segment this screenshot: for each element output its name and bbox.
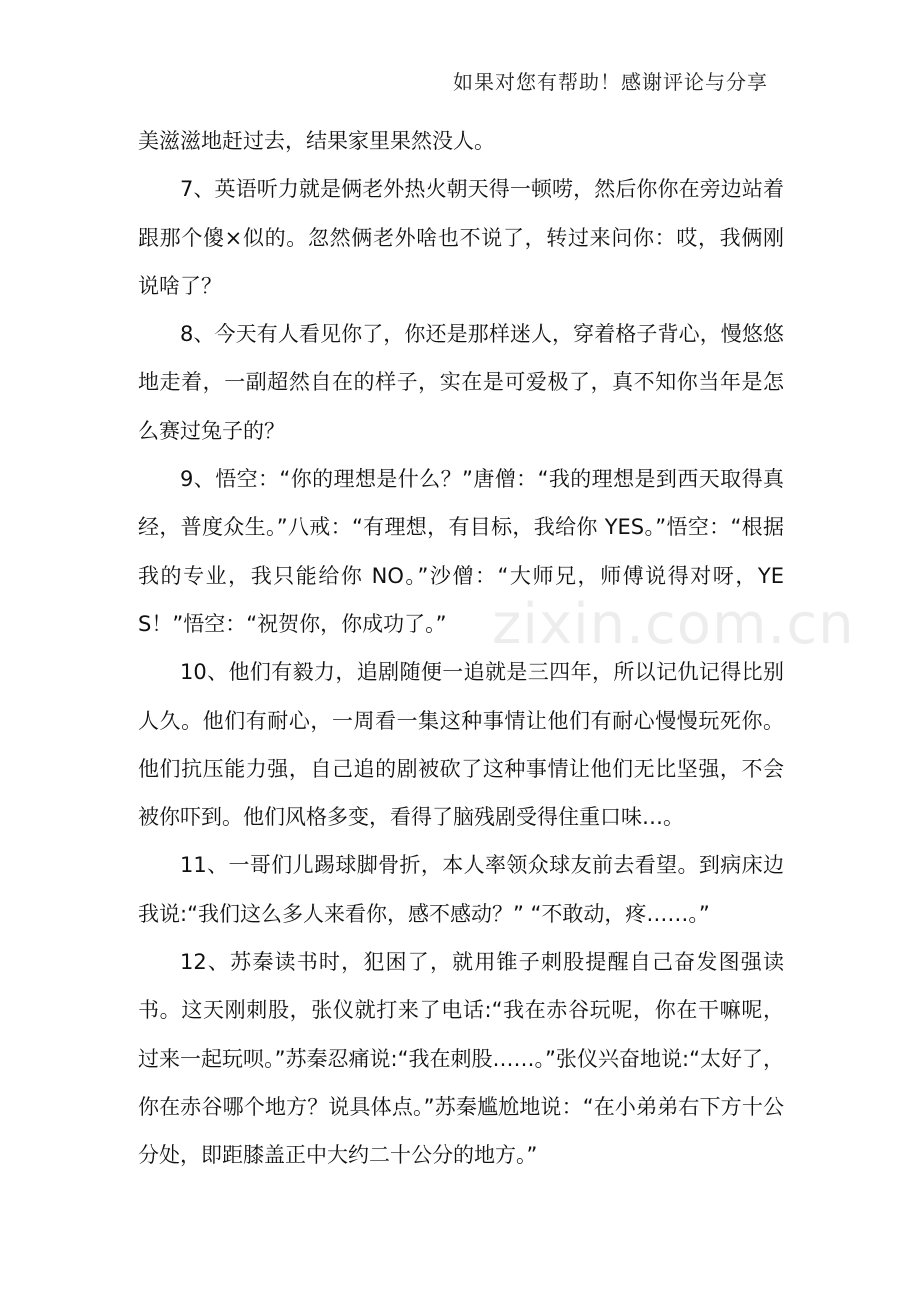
paragraph-item-8: 8、今天有人看见你了，你还是那样迷人，穿着格子背心，慢悠悠地走着，一副超然自在的样子，实在是可爱极了，真不知你当年是怎么赛过兔子的？ (138, 322, 784, 443)
watermark: zixin.com.cn (492, 592, 855, 657)
paragraph-item-7: 7、英语听力就是俩老外热火朝天得一顿唠，然后你你在旁边站着跟那个傻×似的。忽然俩老外啥也不说了，转过来问你：哎，我俩刚说啥了？ (138, 177, 784, 298)
page-header: 如果对您有帮助！感谢评论与分享 (453, 70, 768, 94)
paragraph-item-12: 12、苏秦读书时，犯困了，就用锥子刺股提醒自己奋发图强读书。这天刚刺股，张仪就打来了电话:“我在赤谷玩呢，你在干嘛呢，过来一起玩呗。”苏秦忍痛说:“我在刺股……。”张仪兴奋地说:“太好了，你在赤谷哪个地方？说具体点。”苏秦尴尬地说：“在小弟弟右下方十公分处，即距膝盖正中大约二十公分的地方。” (138, 950, 784, 1168)
paragraph-item-11: 11、一哥们儿踢球脚骨折，本人率领众球友前去看望。到病床边我说:“我们这么多人来看你，感不感动？” “不敢动，疼……。” (138, 853, 784, 926)
document-body (138, 117, 784, 1180)
paragraph-item-10: 10、他们有毅力，追剧随便一追就是三四年，所以记仇记得比别人久。他们有耐心，一周看一集这种事情让他们有耐心慢慢玩死你。他们抗压能力强，自己追的剧被砍了这种事情让他们无比坚强，不会被你吓到。他们风格多变，看得了脑残剧受得住重口味…。 (138, 660, 784, 830)
paragraph-continuation: 美滋滋地赶过去，结果家里果然没人。 (138, 129, 495, 153)
paragraph-item-9: 9、悟空：“你的理想是什么？”唐僧：“我的理想是到西天取得真经，普度众生。”八戒：“有理想，有目标，我给你 YES。”悟空：“根据我的专业，我只能给你 NO。”沙僧：“大师兄，师傅说得对呀，YES！”悟空：“祝贺你，你成功了。” (138, 467, 784, 636)
